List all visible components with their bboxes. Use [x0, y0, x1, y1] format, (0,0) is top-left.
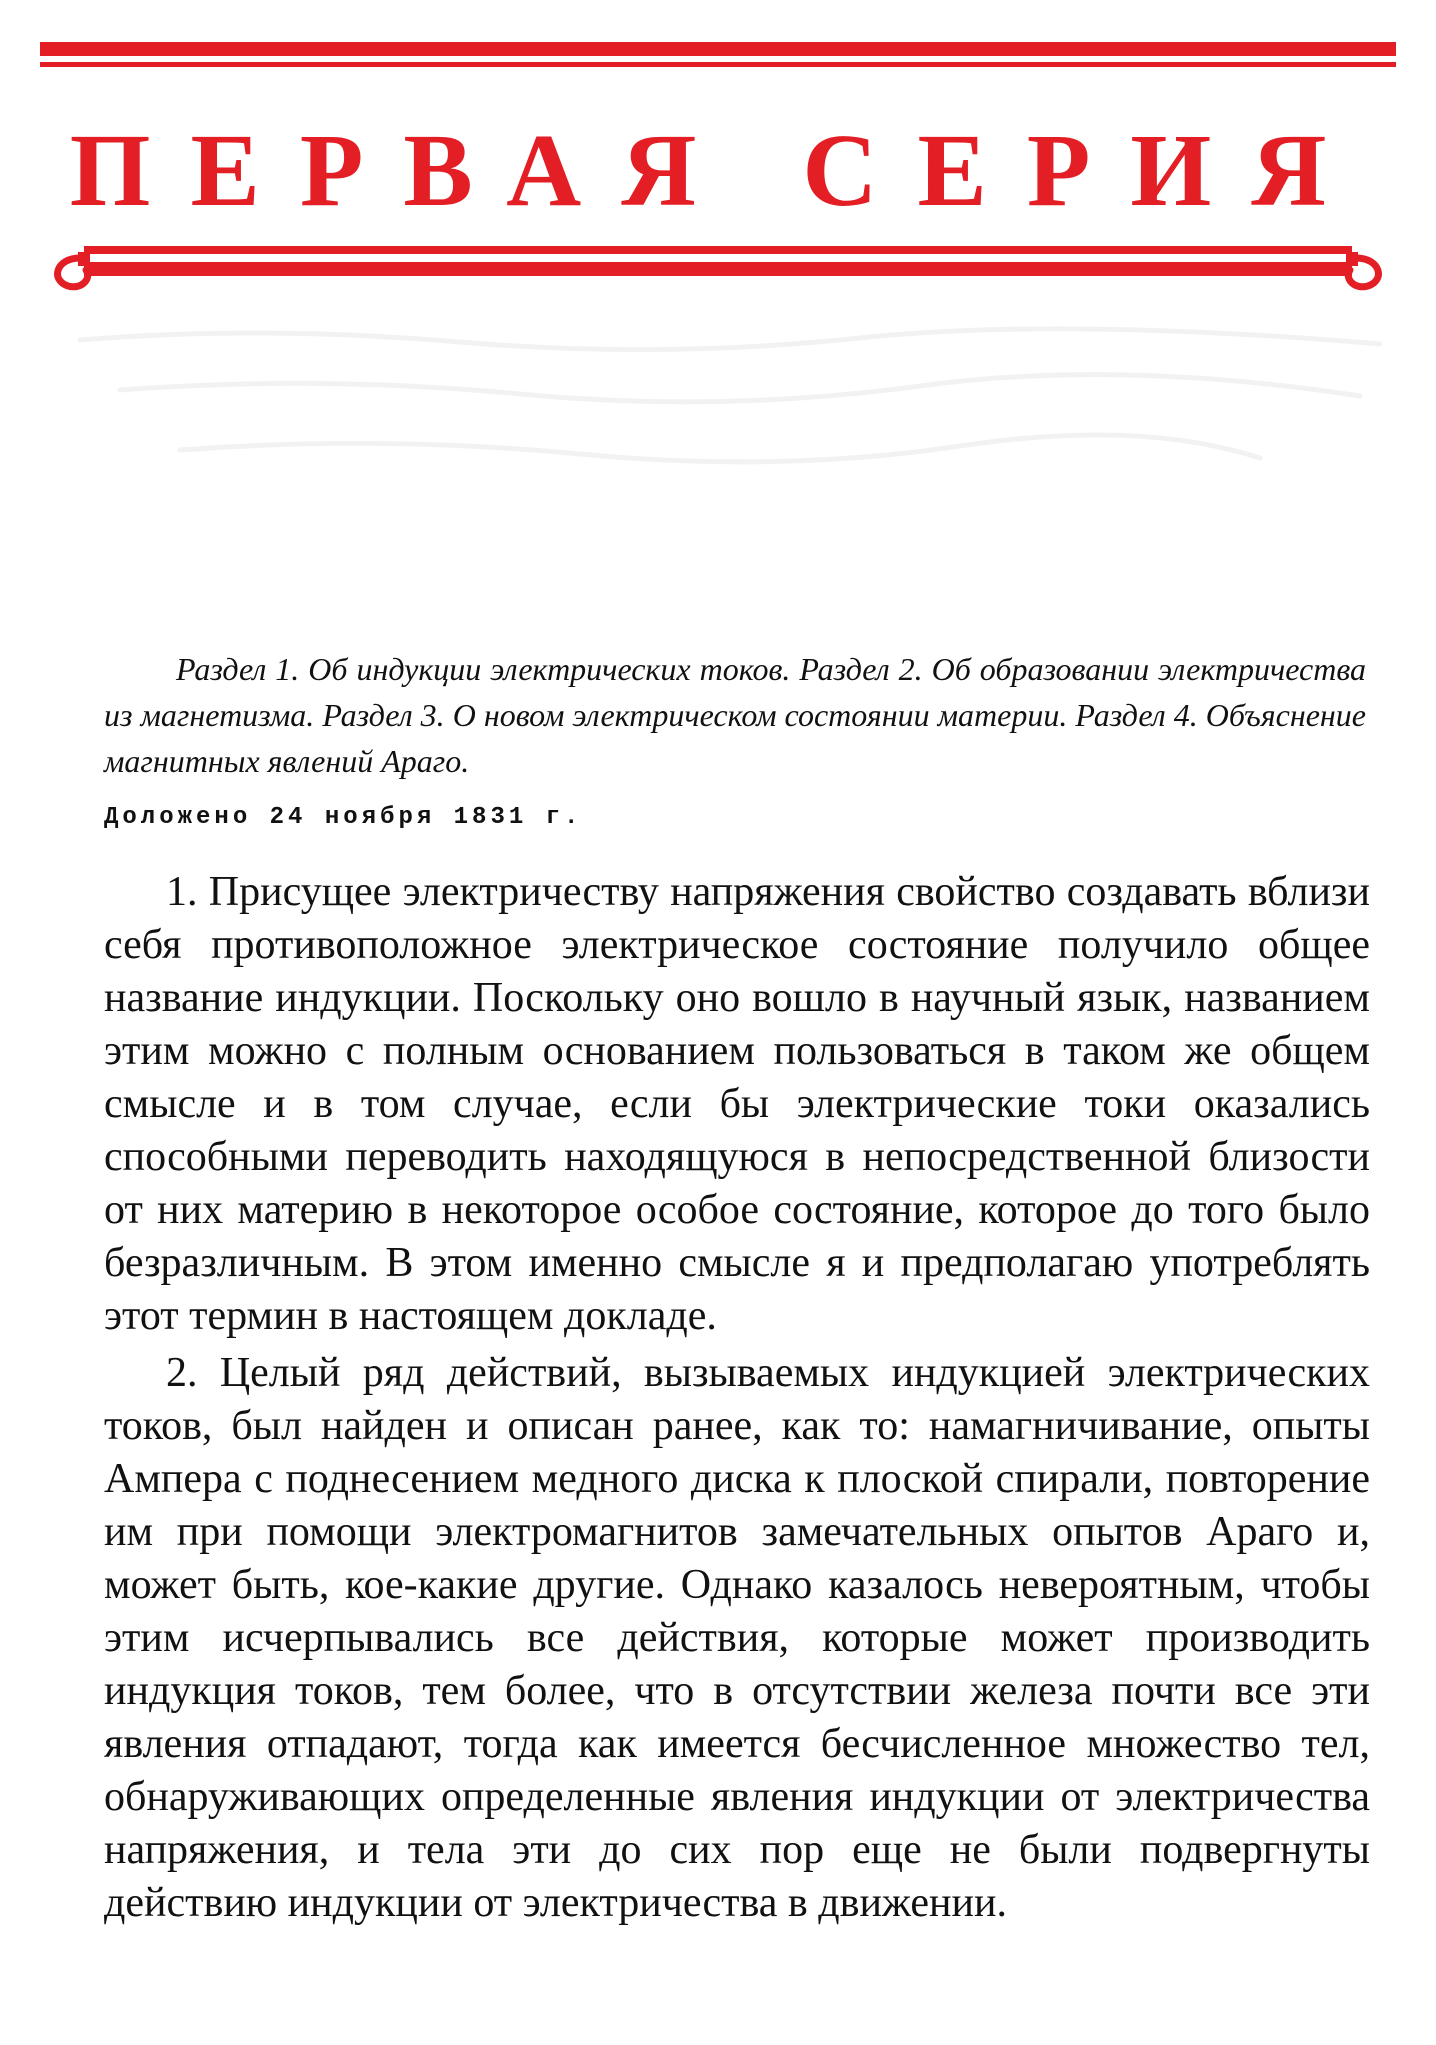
section-abstract: Раздел 1. Об индукции электрических токов. Раздел 2. Об образовании электричества из магнетизма. Раздел 3. О новом электрическом состоянии материи. Раздел 4. Объяснение магнитных явлений Араго. — [104, 651, 1366, 779]
top-rule-ornament — [40, 36, 1396, 76]
presentation-date: Доложено 24 ноября 1831 г. — [104, 804, 583, 831]
body-text — [104, 866, 1370, 1934]
paragraph-2: 2. Целый ряд действий, вызываемых индукцией электрических токов, был найден и описан ранее, как то: намагничивание, опыты Ампера с поднесением медного диска к плоской спирали, повторение им при помощи электромагнитов замечательных опытов Араго и, может быть, кое-какие другие. Однако казалось невероятным, чтобы этим исчерпывались все действия, которые может производить индукция токов, тем более, что в отсутствии железа почти все эти явления отпадают, тогда как имеется бесчисленное множество тел, обнаруживающих определенные явления индукции от электричества напряжения, и тела эти до сих пор еще не были подвергнуты действию индукции от электричества в движении. — [104, 1350, 1370, 1926]
faded-bleedthrough-marks — [60, 320, 1410, 520]
series-title: ПЕРВАЯ СЕРИЯ — [69, 113, 1367, 228]
paragraph-1: 1. Присущее электричеству напряжения свойство создавать вблизи себя противоположное электрическое состояние получило общее название индукции. Поскольку оно вошло в научный язык, названием этим можно с полным основанием пользоваться в таком же общем смысле и в том случае, если бы электрические токи оказались способными переводить находящуюся в непосредственной близости от них материю в некоторое особое состояние, которое до того было безразличным. В этом именно смысле я и предполагаю употреблять этот термин в настоящем докладе. — [104, 869, 1370, 1339]
series-header — [40, 36, 1396, 296]
scroll-rule-ornament — [40, 226, 1396, 296]
